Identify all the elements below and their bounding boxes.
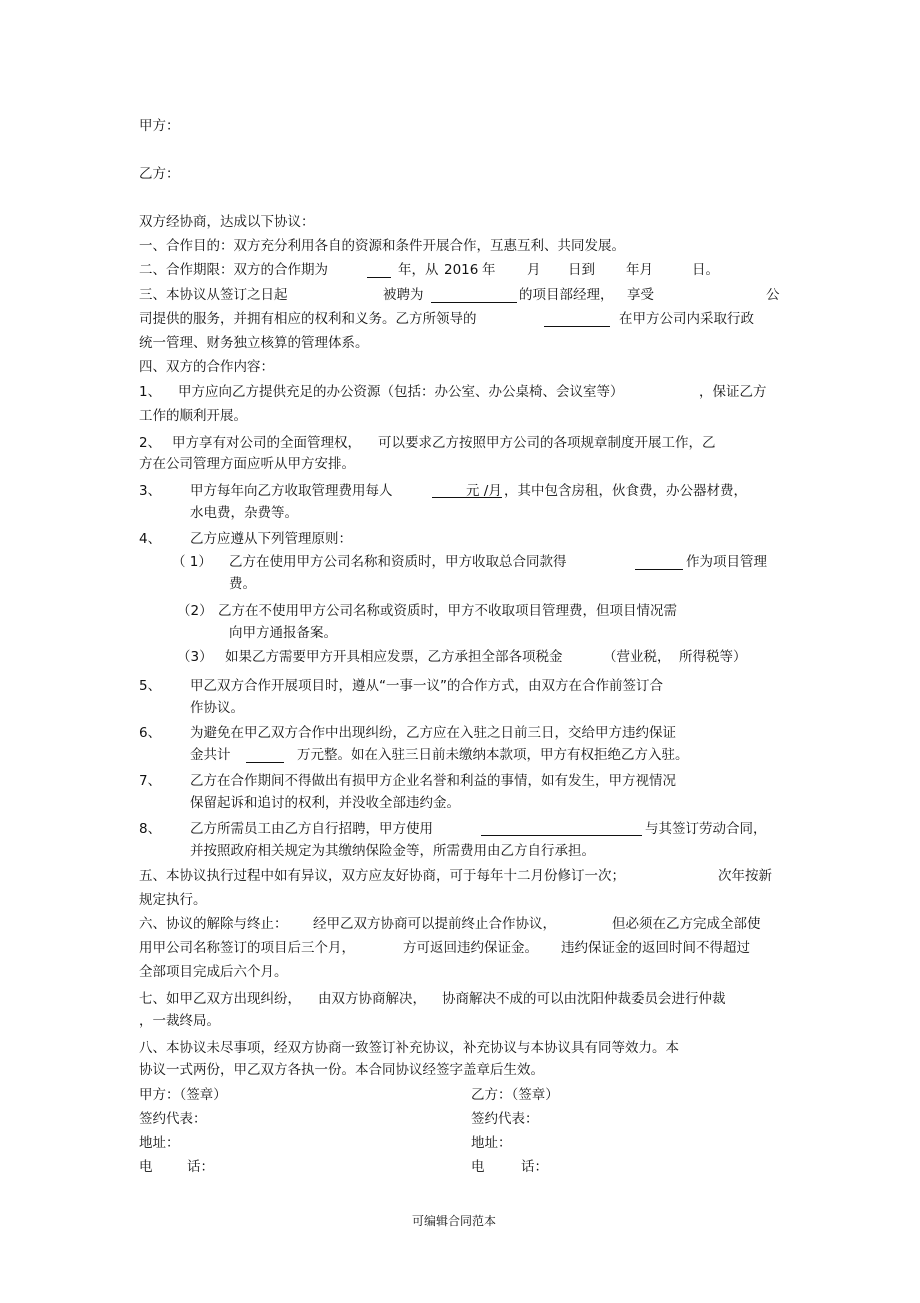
party-a-phone-a: 电 bbox=[139, 1159, 153, 1175]
party-a-label: 甲方： bbox=[139, 118, 180, 134]
party-a-phone-b: 话： bbox=[187, 1159, 214, 1175]
deposit-blank bbox=[246, 762, 284, 763]
party-a-seal: 甲方：（签章） bbox=[139, 1087, 227, 1103]
mgmt-ratio-blank bbox=[635, 569, 683, 570]
footer-note: 可编辑合同范本 bbox=[412, 1214, 497, 1228]
party-b-rep: 签约代表： bbox=[471, 1111, 539, 1127]
article-1: 一、合作目的：双方充分利用各自的资源和条件开展合作，互惠互利、共同发展。 bbox=[139, 238, 625, 254]
party-b-phone-a: 电 bbox=[471, 1159, 485, 1175]
intro-text: 双方经协商，达成以下协议： bbox=[139, 214, 315, 230]
party-a-rep: 签约代表： bbox=[139, 1111, 207, 1127]
manager-name-blank bbox=[431, 302, 517, 303]
term-years-blank bbox=[367, 277, 391, 278]
party-b-seal: 乙方：（签章） bbox=[471, 1087, 559, 1103]
party-a-address: 地址： bbox=[139, 1135, 180, 1151]
party-b-phone-b: 话： bbox=[521, 1159, 548, 1175]
party-b-address: 地址： bbox=[471, 1135, 512, 1151]
employee-blank bbox=[481, 835, 642, 836]
team-name-blank bbox=[544, 326, 610, 327]
article-4-title: 四、双方的合作内容： bbox=[139, 359, 274, 375]
party-b-label: 乙方： bbox=[139, 166, 180, 182]
